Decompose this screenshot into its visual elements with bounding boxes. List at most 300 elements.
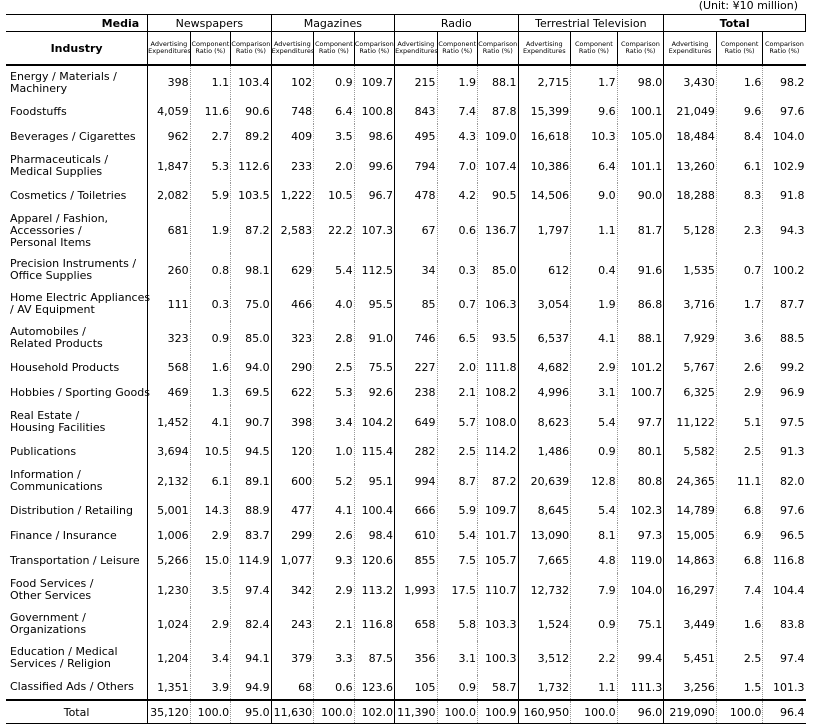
newspapers-expenditures-cell: 5,001 <box>148 498 191 523</box>
magazines-expenditures-cell: 2,583 <box>271 208 314 253</box>
radio-component-ratio-cell: 0.6 <box>437 208 477 253</box>
newspapers-expenditures-cell: 469 <box>148 380 191 405</box>
newspapers-comparison-ratio-cell: 103.5 <box>231 183 271 208</box>
total-comparison-ratio-cell: 91.8 <box>763 183 806 208</box>
industry-cell <box>6 641 148 675</box>
terrestrial-television-comparison-ratio-cell: 99.4 <box>617 641 664 675</box>
newspapers-expenditures-cell: 2,132 <box>148 464 191 498</box>
total-expenditures-cell: 13,260 <box>664 149 717 183</box>
magazines-comparison-ratio-cell: 75.5 <box>354 355 394 380</box>
magazines-expenditures-cell: 409 <box>271 124 314 149</box>
terrestrial-television-component-ratio-cell: 10.3 <box>571 124 618 149</box>
radio-expenditures-cell: 994 <box>395 464 438 498</box>
terrestrial-television-component-ratio-cell: 0.9 <box>571 607 618 641</box>
table-row <box>6 355 806 380</box>
table-row <box>6 641 806 675</box>
magazines-component-ratio-cell: 5.4 <box>314 253 354 287</box>
magazines-component-ratio-cell: 4.1 <box>314 498 354 523</box>
table-row <box>6 464 806 498</box>
terrestrial-television-component-ratio-cell: 12.8 <box>571 464 618 498</box>
industry-label-line: Organizations <box>10 623 87 636</box>
magazines-comparison-ratio-cell: 104.2 <box>354 405 394 439</box>
terrestrial-television-comparison-ratio-cell: 80.8 <box>617 464 664 498</box>
industry-cell <box>6 208 148 253</box>
radio-component-ratio-cell: 4.3 <box>437 124 477 149</box>
terrestrial-television-comparison-ratio-cell: 75.1 <box>617 607 664 641</box>
total-expenditures-cell: 16,297 <box>664 573 717 607</box>
industry-label-line: Food Services / <box>10 577 94 590</box>
newspapers-component-ratio-cell: 1.6 <box>190 355 230 380</box>
group-radio: Radio <box>395 15 518 32</box>
newspapers-comparison-ratio-cell: 85.0 <box>231 321 271 355</box>
group-newspapers: Newspapers <box>148 15 271 32</box>
magazines-component-ratio-cell: 4.0 <box>314 287 354 321</box>
magazines-component-ratio-cell: 2.0 <box>314 149 354 183</box>
industry-label-line: Distribution / Retailing <box>10 503 133 517</box>
radio-expenditures-cell: 1,993 <box>395 573 438 607</box>
industry-label-line: Other Services <box>10 589 92 602</box>
industry-cell <box>6 65 148 99</box>
total-comparison-ratio-cell: 91.3 <box>763 439 806 464</box>
magazines-comparison-ratio-cell: 95.1 <box>354 464 394 498</box>
industry-cell <box>6 149 148 183</box>
magazines-expenditures-cell: 290 <box>271 355 314 380</box>
newspapers-expenditures-cell: 1,351 <box>148 675 191 700</box>
total-component-ratio-cell: 2.5 <box>716 641 763 675</box>
terrestrial-television-component-ratio-cell: 5.4 <box>571 498 618 523</box>
newspapers-component-ratio-cell: 2.7 <box>190 124 230 149</box>
terrestrial-television-expenditures-cell: 4,996 <box>518 380 571 405</box>
magazines-comparison-ratio-cell: 100.8 <box>354 99 394 124</box>
radio-comparison-ratio-cell: 111.8 <box>478 355 518 380</box>
terrestrial-television-comparison-ratio-cell: 86.8 <box>617 287 664 321</box>
newspapers-expenditures-cell: 2,082 <box>148 183 191 208</box>
industry-label-line: Apparel / Fashion, <box>10 211 109 225</box>
magazines-comparison-ratio-cell: 96.7 <box>354 183 394 208</box>
terrestrial-television-expenditures-cell: 15,399 <box>518 99 571 124</box>
table-row <box>6 405 806 439</box>
terrestrial-television-expenditures-cell: 612 <box>518 253 571 287</box>
radio-component-ratio-cell: 5.9 <box>437 498 477 523</box>
industry-label-line: Personal Items <box>10 235 92 249</box>
terrestrial-television-comparison-ratio-cell: 102.3 <box>617 498 664 523</box>
magazines-expenditures-cell: 466 <box>271 287 314 321</box>
magazines-component-ratio-cell: 2.5 <box>314 355 354 380</box>
total-component-ratio-cell: 6.1 <box>716 149 763 183</box>
table-row <box>6 607 806 641</box>
newspapers-component-ratio-cell: 2.9 <box>190 523 230 548</box>
total-component-ratio-cell: 7.4 <box>716 573 763 607</box>
terrestrial-television-comparison-ratio-cell: 98.0 <box>617 65 664 99</box>
radio-expenditures-cell: 282 <box>395 439 438 464</box>
total-comparison-ratio-cell: 101.3 <box>763 675 806 700</box>
magazines-expenditures-cell: 68 <box>271 675 314 700</box>
total-comparison-ratio-cell: 82.0 <box>763 464 806 498</box>
terrestrial-television-expenditures-cell: 6,537 <box>518 321 571 355</box>
newspapers-comparison-ratio-cell: 90.7 <box>231 405 271 439</box>
magazines-component-ratio-cell: 3.3 <box>314 641 354 675</box>
newspapers-comparison-ratio-cell: 83.7 <box>231 523 271 548</box>
terrestrial-television-expenditures-cell: 1,732 <box>518 675 571 700</box>
total-label: Total <box>6 700 148 724</box>
subheader-advertising-expenditures: Advertising Expenditures <box>664 32 717 66</box>
subheader-component-ratio: Component Ratio (%) <box>571 32 618 66</box>
total-component-ratio-cell: 1.6 <box>716 607 763 641</box>
table-row <box>6 439 806 464</box>
magazines-comparison-ratio-cell: 98.6 <box>354 124 394 149</box>
total-comparison-ratio-cell: 97.6 <box>763 99 806 124</box>
industry-label-line: Education / Medical <box>10 645 118 658</box>
magazines-comparison-ratio-cell: 116.8 <box>354 607 394 641</box>
total-expenditures-cell: 18,288 <box>664 183 717 208</box>
industry-label-line: Hobbies / Sporting Goods <box>10 385 150 399</box>
newspapers-expenditures-cell: 111 <box>148 287 191 321</box>
magazines-expenditures-cell: 120 <box>271 439 314 464</box>
terrestrial-television-component-ratio-cell: 6.4 <box>571 149 618 183</box>
newspapers-comparison-ratio-cell: 94.0 <box>231 355 271 380</box>
group-magazines: Magazines <box>271 15 394 32</box>
total-comparison-ratio-cell: 83.8 <box>763 607 806 641</box>
magazines-comparison-ratio-cell: 107.3 <box>354 208 394 253</box>
table-row <box>6 380 806 405</box>
total-component-ratio-cell: 100.0 <box>314 700 354 724</box>
total-expenditures-cell: 5,767 <box>664 355 717 380</box>
terrestrial-television-comparison-ratio-cell: 104.0 <box>617 573 664 607</box>
subheader-comparison-ratio: Comparison Ratio (%) <box>617 32 664 66</box>
industry-label-line: / AV Equipment <box>10 303 95 316</box>
total-comparison-ratio-cell: 97.4 <box>763 641 806 675</box>
newspapers-expenditures-cell: 1,230 <box>148 573 191 607</box>
newspapers-comparison-ratio-cell: 89.1 <box>231 464 271 498</box>
total-comparison-ratio-cell: 99.2 <box>763 355 806 380</box>
magazines-comparison-ratio-cell: 100.4 <box>354 498 394 523</box>
radio-comparison-ratio-cell: 136.7 <box>478 208 518 253</box>
magazines-comparison-ratio-cell: 87.5 <box>354 641 394 675</box>
newspapers-comparison-ratio-cell: 94.9 <box>231 675 271 700</box>
ad-expenditure-table <box>6 14 806 724</box>
subheader-advertising-expenditures: Advertising Expenditures <box>395 32 438 66</box>
radio-expenditures-cell: 746 <box>395 321 438 355</box>
newspapers-component-ratio-cell: 5.9 <box>190 183 230 208</box>
radio-component-ratio-cell: 4.2 <box>437 183 477 208</box>
industry-label-line: Machinery <box>10 81 68 95</box>
table-row <box>6 99 806 124</box>
radio-expenditures-cell: 649 <box>395 405 438 439</box>
radio-comparison-ratio-cell: 106.3 <box>478 287 518 321</box>
group-total: Total <box>664 15 806 32</box>
terrestrial-television-expenditures-cell: 20,639 <box>518 464 571 498</box>
magazines-expenditures-cell: 629 <box>271 253 314 287</box>
radio-component-ratio-cell: 0.9 <box>437 675 477 700</box>
newspapers-expenditures-cell: 1,024 <box>148 607 191 641</box>
radio-comparison-ratio-cell: 87.2 <box>478 464 518 498</box>
terrestrial-television-component-ratio-cell: 1.9 <box>571 287 618 321</box>
table-row <box>6 65 806 99</box>
terrestrial-television-component-ratio-cell: 2.9 <box>571 355 618 380</box>
terrestrial-television-comparison-ratio-cell: 91.6 <box>617 253 664 287</box>
terrestrial-television-component-ratio-cell: 0.9 <box>571 439 618 464</box>
total-component-ratio-cell: 100.0 <box>437 700 477 724</box>
table-row <box>6 573 806 607</box>
newspapers-comparison-ratio-cell: 103.4 <box>231 65 271 99</box>
total-comparison-ratio-cell: 87.7 <box>763 287 806 321</box>
newspapers-comparison-ratio-cell: 89.2 <box>231 124 271 149</box>
terrestrial-television-expenditures-cell: 8,645 <box>518 498 571 523</box>
radio-expenditures-cell: 666 <box>395 498 438 523</box>
terrestrial-television-expenditures-cell: 14,506 <box>518 183 571 208</box>
subheader-advertising-expenditures: Advertising Expenditures <box>148 32 191 66</box>
industry-label-line: Transportation / Leisure <box>10 553 140 567</box>
newspapers-component-ratio-cell: 14.3 <box>190 498 230 523</box>
terrestrial-television-component-ratio-cell: 0.4 <box>571 253 618 287</box>
radio-expenditures-cell: 105 <box>395 675 438 700</box>
newspapers-comparison-ratio-cell: 82.4 <box>231 607 271 641</box>
industry-label-line: Related Products <box>10 337 103 350</box>
magazines-component-ratio-cell: 2.6 <box>314 523 354 548</box>
newspapers-expenditures-cell: 323 <box>148 321 191 355</box>
table-row <box>6 287 806 321</box>
industry-label-line: Real Estate / <box>10 409 80 422</box>
industry-label-line: Office Supplies <box>10 269 93 282</box>
industry-cell <box>6 355 148 380</box>
magazines-expenditures-cell: 342 <box>271 573 314 607</box>
total-component-ratio-cell: 6.8 <box>716 498 763 523</box>
newspapers-expenditures-cell: 1,847 <box>148 149 191 183</box>
magazines-expenditures-cell: 622 <box>271 380 314 405</box>
subheader-advertising-expenditures: Advertising Expenditures <box>518 32 571 66</box>
radio-component-ratio-cell: 0.7 <box>437 287 477 321</box>
header-row-groups <box>6 15 806 32</box>
total-expenditures-cell: 3,256 <box>664 675 717 700</box>
industry-cell <box>6 498 148 523</box>
subheader-component-ratio: Component Ratio (%) <box>437 32 477 66</box>
total-comparison-ratio-cell: 116.8 <box>763 548 806 573</box>
total-component-ratio-cell: 1.5 <box>716 675 763 700</box>
newspapers-expenditures-cell: 962 <box>148 124 191 149</box>
terrestrial-television-component-ratio-cell: 9.0 <box>571 183 618 208</box>
terrestrial-television-component-ratio-cell: 8.1 <box>571 523 618 548</box>
total-comparison-ratio-cell: 94.3 <box>763 208 806 253</box>
total-comparison-ratio-cell: 102.9 <box>763 149 806 183</box>
newspapers-comparison-ratio-cell: 94.1 <box>231 641 271 675</box>
radio-component-ratio-cell: 0.3 <box>437 253 477 287</box>
radio-component-ratio-cell: 8.7 <box>437 464 477 498</box>
radio-expenditures-cell: 658 <box>395 607 438 641</box>
table-row <box>6 321 806 355</box>
newspapers-comparison-ratio-cell: 69.5 <box>231 380 271 405</box>
radio-expenditures-cell: 495 <box>395 124 438 149</box>
total-component-ratio-cell: 6.9 <box>716 523 763 548</box>
industry-label-line: Precision Instruments / <box>10 257 137 270</box>
group-terrestrial-television: Terrestrial Television <box>518 15 664 32</box>
magazines-expenditures-cell: 1,077 <box>271 548 314 573</box>
total-component-ratio-cell: 6.8 <box>716 548 763 573</box>
terrestrial-television-expenditures-cell: 12,732 <box>518 573 571 607</box>
radio-expenditures-cell: 794 <box>395 149 438 183</box>
newspapers-component-ratio-cell: 0.3 <box>190 287 230 321</box>
total-expenditures-cell: 35,120 <box>148 700 191 724</box>
terrestrial-television-component-ratio-cell: 7.9 <box>571 573 618 607</box>
magazines-comparison-ratio-cell: 123.6 <box>354 675 394 700</box>
terrestrial-television-component-ratio-cell: 5.4 <box>571 405 618 439</box>
industry-label-line: Classified Ads / Others <box>10 680 134 693</box>
terrestrial-television-component-ratio-cell: 4.1 <box>571 321 618 355</box>
newspapers-expenditures-cell: 1,006 <box>148 523 191 548</box>
total-comparison-ratio-cell: 104.0 <box>763 124 806 149</box>
industry-label-line: Home Electric Appliances <box>10 291 151 304</box>
total-component-ratio-cell: 11.1 <box>716 464 763 498</box>
industry-label-line: Household Products <box>10 360 120 374</box>
magazines-comparison-ratio-cell: 92.6 <box>354 380 394 405</box>
newspapers-expenditures-cell: 1,204 <box>148 641 191 675</box>
total-expenditures-cell: 5,451 <box>664 641 717 675</box>
newspapers-comparison-ratio-cell: 98.1 <box>231 253 271 287</box>
radio-component-ratio-cell: 1.9 <box>437 65 477 99</box>
industry-label-line: Cosmetics / Toiletries <box>10 188 127 202</box>
terrestrial-television-component-ratio-cell: 9.6 <box>571 99 618 124</box>
radio-comparison-ratio-cell: 114.2 <box>478 439 518 464</box>
radio-comparison-ratio-cell: 88.1 <box>478 65 518 99</box>
newspapers-component-ratio-cell: 10.5 <box>190 439 230 464</box>
total-expenditures-cell: 5,128 <box>664 208 717 253</box>
radio-component-ratio-cell: 7.5 <box>437 548 477 573</box>
table-row <box>6 675 806 700</box>
terrestrial-television-expenditures-cell: 1,797 <box>518 208 571 253</box>
radio-comparison-ratio-cell: 101.7 <box>478 523 518 548</box>
magazines-expenditures-cell: 600 <box>271 464 314 498</box>
total-comparison-ratio-cell: 96.5 <box>763 523 806 548</box>
magazines-comparison-ratio-cell: 91.0 <box>354 321 394 355</box>
total-expenditures-cell: 11,630 <box>271 700 314 724</box>
magazines-comparison-ratio-cell: 112.5 <box>354 253 394 287</box>
industry-cell <box>6 523 148 548</box>
magazines-comparison-ratio-cell: 95.5 <box>354 287 394 321</box>
magazines-comparison-ratio-cell: 115.4 <box>354 439 394 464</box>
table-row <box>6 523 806 548</box>
radio-component-ratio-cell: 7.0 <box>437 149 477 183</box>
newspapers-comparison-ratio-cell: 94.5 <box>231 439 271 464</box>
table-body <box>6 65 806 724</box>
radio-expenditures-cell: 215 <box>395 65 438 99</box>
radio-expenditures-cell: 610 <box>395 523 438 548</box>
total-expenditures-cell: 3,716 <box>664 287 717 321</box>
subheader-component-ratio: Component Ratio (%) <box>190 32 230 66</box>
industry-label-line: Communications <box>10 480 103 493</box>
total-comparison-ratio-cell: 95.0 <box>231 700 271 724</box>
subheader-component-ratio: Component Ratio (%) <box>716 32 763 66</box>
radio-expenditures-cell: 843 <box>395 99 438 124</box>
magazines-expenditures-cell: 243 <box>271 607 314 641</box>
total-component-ratio-cell: 8.3 <box>716 183 763 208</box>
terrestrial-television-expenditures-cell: 1,524 <box>518 607 571 641</box>
total-component-ratio-cell: 100.0 <box>190 700 230 724</box>
newspapers-comparison-ratio-cell: 90.6 <box>231 99 271 124</box>
industry-label-line: Publications <box>10 444 77 458</box>
industry-label-line: Pharmaceuticals / <box>10 153 109 166</box>
total-component-ratio-cell: 8.4 <box>716 124 763 149</box>
magazines-component-ratio-cell: 2.8 <box>314 321 354 355</box>
industry-label-line: Housing Facilities <box>10 421 106 434</box>
total-component-ratio-cell: 100.0 <box>571 700 618 724</box>
industry-label-line: Services / Religion <box>10 657 111 670</box>
terrestrial-television-comparison-ratio-cell: 100.7 <box>617 380 664 405</box>
total-component-ratio-cell: 5.1 <box>716 405 763 439</box>
table-row <box>6 149 806 183</box>
newspapers-component-ratio-cell: 3.4 <box>190 641 230 675</box>
magazines-component-ratio-cell: 9.3 <box>314 548 354 573</box>
magazines-component-ratio-cell: 5.3 <box>314 380 354 405</box>
magazines-expenditures-cell: 398 <box>271 405 314 439</box>
radio-expenditures-cell: 85 <box>395 287 438 321</box>
total-component-ratio-cell: 1.7 <box>716 287 763 321</box>
total-expenditures-cell: 21,049 <box>664 99 717 124</box>
total-expenditures-cell: 6,325 <box>664 380 717 405</box>
industry-cell <box>6 675 148 700</box>
radio-comparison-ratio-cell: 87.8 <box>478 99 518 124</box>
radio-expenditures-cell: 227 <box>395 355 438 380</box>
total-comparison-ratio-cell: 88.5 <box>763 321 806 355</box>
radio-component-ratio-cell: 2.5 <box>437 439 477 464</box>
industry-cell <box>6 253 148 287</box>
newspapers-expenditures-cell: 260 <box>148 253 191 287</box>
industry-cell <box>6 439 148 464</box>
radio-comparison-ratio-cell: 58.7 <box>478 675 518 700</box>
terrestrial-television-expenditures-cell: 1,486 <box>518 439 571 464</box>
total-expenditures-cell: 24,365 <box>664 464 717 498</box>
total-expenditures-cell: 3,449 <box>664 607 717 641</box>
total-component-ratio-cell: 9.6 <box>716 99 763 124</box>
newspapers-component-ratio-cell: 11.6 <box>190 99 230 124</box>
terrestrial-television-comparison-ratio-cell: 100.1 <box>617 99 664 124</box>
table-row <box>6 253 806 287</box>
magazines-comparison-ratio-cell: 99.6 <box>354 149 394 183</box>
terrestrial-television-comparison-ratio-cell: 88.1 <box>617 321 664 355</box>
magazines-expenditures-cell: 323 <box>271 321 314 355</box>
newspapers-expenditures-cell: 4,059 <box>148 99 191 124</box>
newspapers-component-ratio-cell: 3.9 <box>190 675 230 700</box>
terrestrial-television-expenditures-cell: 3,054 <box>518 287 571 321</box>
newspapers-expenditures-cell: 5,266 <box>148 548 191 573</box>
total-expenditures-cell: 14,863 <box>664 548 717 573</box>
magazines-comparison-ratio-cell: 113.2 <box>354 573 394 607</box>
total-expenditures-cell: 18,484 <box>664 124 717 149</box>
industry-cell <box>6 573 148 607</box>
unit-note: (Unit: ¥10 million) <box>698 0 798 12</box>
terrestrial-television-comparison-ratio-cell: 90.0 <box>617 183 664 208</box>
terrestrial-television-comparison-ratio-cell: 111.3 <box>617 675 664 700</box>
total-expenditures-cell: 15,005 <box>664 523 717 548</box>
terrestrial-television-expenditures-cell: 3,512 <box>518 641 571 675</box>
terrestrial-television-comparison-ratio-cell: 101.2 <box>617 355 664 380</box>
total-comparison-ratio-cell: 96.9 <box>763 380 806 405</box>
terrestrial-television-component-ratio-cell: 1.1 <box>571 675 618 700</box>
radio-comparison-ratio-cell: 90.5 <box>478 183 518 208</box>
newspapers-component-ratio-cell: 1.9 <box>190 208 230 253</box>
total-comparison-ratio-cell: 97.6 <box>763 498 806 523</box>
radio-comparison-ratio-cell: 93.5 <box>478 321 518 355</box>
newspapers-comparison-ratio-cell: 97.4 <box>231 573 271 607</box>
total-comparison-ratio-cell: 102.0 <box>354 700 394 724</box>
total-component-ratio-cell: 2.6 <box>716 355 763 380</box>
newspapers-expenditures-cell: 681 <box>148 208 191 253</box>
total-comparison-ratio-cell: 104.4 <box>763 573 806 607</box>
terrestrial-television-expenditures-cell: 16,618 <box>518 124 571 149</box>
media-label: Media <box>6 15 148 32</box>
industry-cell <box>6 548 148 573</box>
radio-component-ratio-cell: 5.4 <box>437 523 477 548</box>
total-expenditures-cell: 1,535 <box>664 253 717 287</box>
industry-label-line: Energy / Materials / <box>10 69 117 83</box>
